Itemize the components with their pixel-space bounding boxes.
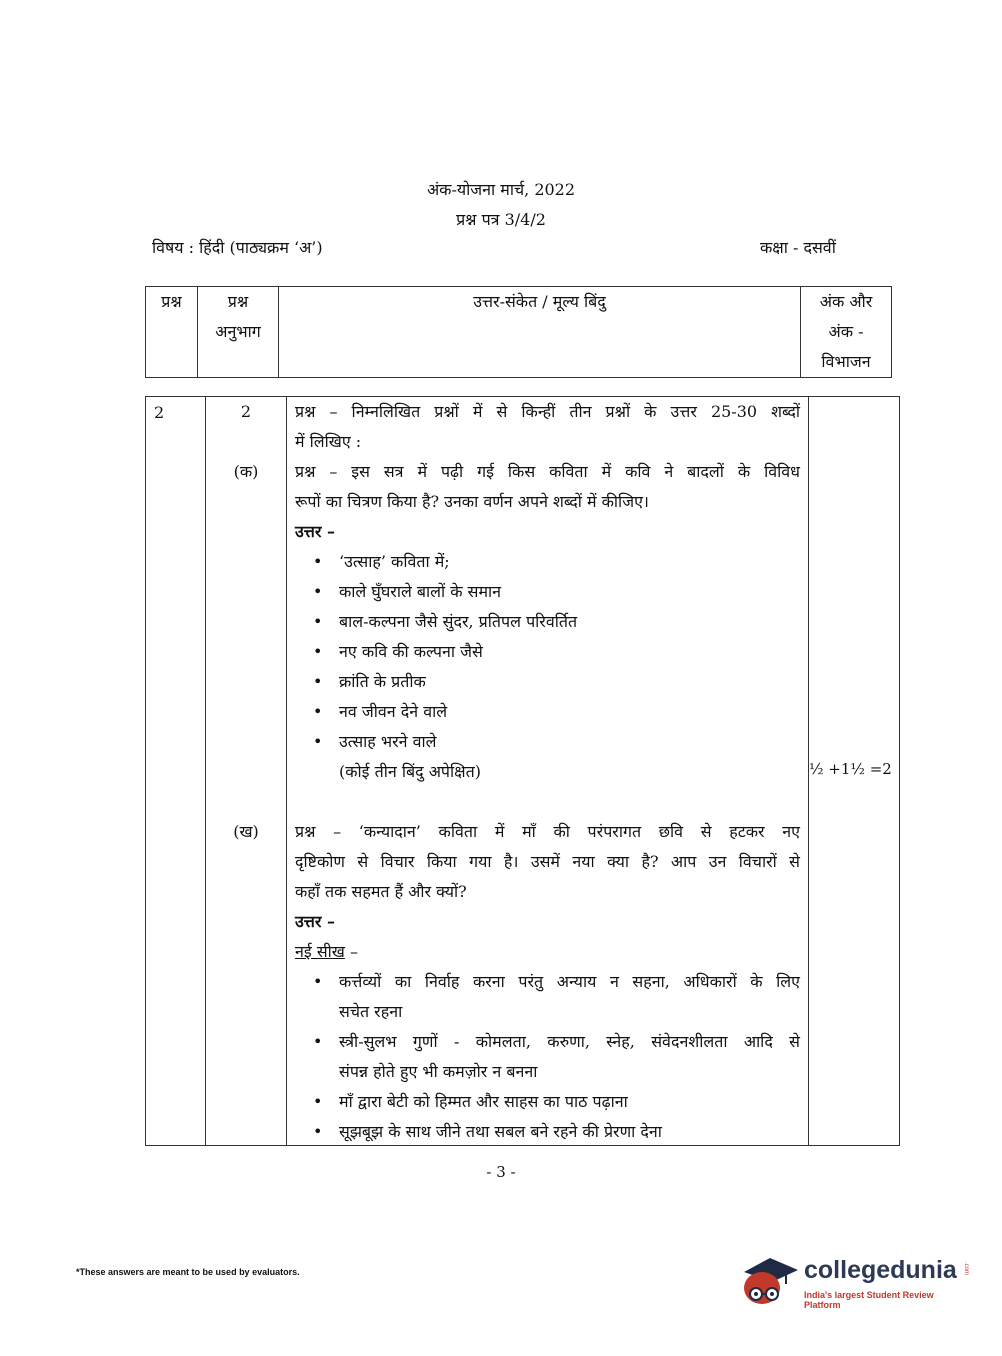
instruction-line-2: में लिखिए : xyxy=(295,432,362,451)
kha-question-line-2: दृष्टिकोण से विचार किया गया है। उसमें नया क्या है? आप उन विचारों से xyxy=(295,852,800,871)
marks-ka: ½ +1½ =2 xyxy=(809,760,892,778)
header-marks xyxy=(801,287,892,378)
kha-bullet-1-cont: सचेत रहना xyxy=(339,1002,403,1021)
kha-bullet-1: • कर्त्तव्यों का निर्वाह करना परंतु अन्याय न सहना, अधिकारों के लिए xyxy=(287,967,808,997)
answer-table xyxy=(145,396,900,1146)
answer-column xyxy=(287,397,809,1146)
collegedunia-logo xyxy=(740,1250,970,1312)
header-answer: उत्तर-संकेत / मूल्य बिंदु xyxy=(279,287,801,378)
kha-heading: नई सीख – xyxy=(295,942,358,961)
ka-note: (कोई तीन बिंदु अपेक्षित) xyxy=(339,762,481,781)
ka-bullet-3: • बाल-कल्पना जैसे सुंदर, प्रतिपल परिवर्तित xyxy=(287,607,808,637)
kha-answer-label: उत्तर – xyxy=(295,912,335,931)
header-marks-l1: अंक और xyxy=(819,292,873,311)
header-section-l1: प्रश्न xyxy=(227,292,249,311)
kha-bullet-2-cont: संपन्न होते हुए भी कमज़ोर न बनना xyxy=(339,1062,538,1081)
ka-bullet-6: • नव जीवन देने वाले xyxy=(287,697,808,727)
ka-bullet-7: • उत्साह भरने वाले xyxy=(287,727,808,757)
ka-question-line-2: रूपों का चित्रण किया है? उनका वर्णन अपने शब्दों में कीजिए। xyxy=(295,492,649,511)
kha-question-line-3: कहाँ तक सहमत हैं और क्यों? xyxy=(295,882,467,901)
subject-label: विषय : हिंदी (पाठ्यक्रम ‘अ’) xyxy=(152,238,323,257)
mascot-icon xyxy=(740,1250,802,1312)
sub-label-kha: (ख) xyxy=(233,822,259,841)
header-marks-l2: अंक - xyxy=(828,322,864,341)
kha-bullet-4: • सूझबूझ के साथ जीने तथा सबल बने रहने की प्रेरणा देना xyxy=(287,1117,808,1147)
ka-bullet-5: • क्रांति के प्रतीक xyxy=(287,667,808,697)
kha-bullet-3: • माँ द्वारा बेटी को हिम्मत और साहस का पाठ पढ़ाना xyxy=(287,1087,808,1117)
question-number: 2 xyxy=(146,397,206,1146)
ka-bullet-4: • नए कवि की कल्पना जैसे xyxy=(287,637,808,667)
ka-question-line-1: प्रश्न – इस सत्र में पढ़ी गई किस कविता में कवि ने बादलों के विविध xyxy=(295,462,800,481)
page-number: - 3 - xyxy=(486,1163,516,1181)
spacer xyxy=(287,787,808,817)
paper-code: प्रश्न पत्र 3/4/2 xyxy=(456,210,546,229)
evaluator-note: *These answers are meant to be used by evaluators. xyxy=(76,1267,300,1277)
ka-bullet-2: • काले घुँघराले बालों के समान xyxy=(287,577,808,607)
ka-bullet-1: • ‘उत्साह’ कविता में; xyxy=(287,547,808,577)
header-marks-l3: विभाजन xyxy=(821,352,871,371)
kha-question-line-1: प्रश्न – ‘कन्यादान’ कविता में माँ की परंपरागत छवि से हटकर नए xyxy=(295,822,800,841)
section-number: 2 xyxy=(240,402,252,421)
class-label: कक्षा - दसवीं xyxy=(760,238,836,257)
section-column xyxy=(206,397,287,1146)
doc-title: अंक-योजना मार्च, 2022 xyxy=(426,180,576,199)
sub-label-ka: (क) xyxy=(233,462,259,481)
kha-bullet-2: • स्त्री-सुलभ गुणों - कोमलता, करुणा, स्नेह, संवेदनशीलता आदि से xyxy=(287,1027,808,1057)
header-question: प्रश्न xyxy=(146,287,198,378)
header-section xyxy=(198,287,279,378)
brand-name: collegedunia xyxy=(804,1256,957,1284)
instruction-line-1: प्रश्न – निम्नलिखित प्रश्नों में से किन्हीं तीन प्रश्नों के उत्तर 25-30 शब्दों xyxy=(295,402,800,421)
ka-answer-label: उत्तर – xyxy=(295,522,335,541)
header-section-l2: अनुभाग xyxy=(215,322,261,341)
table-header xyxy=(145,286,892,378)
brand-tagline: India's largest Student Review Platform xyxy=(804,1290,934,1310)
brand-suffix: .com xyxy=(963,1262,969,1276)
